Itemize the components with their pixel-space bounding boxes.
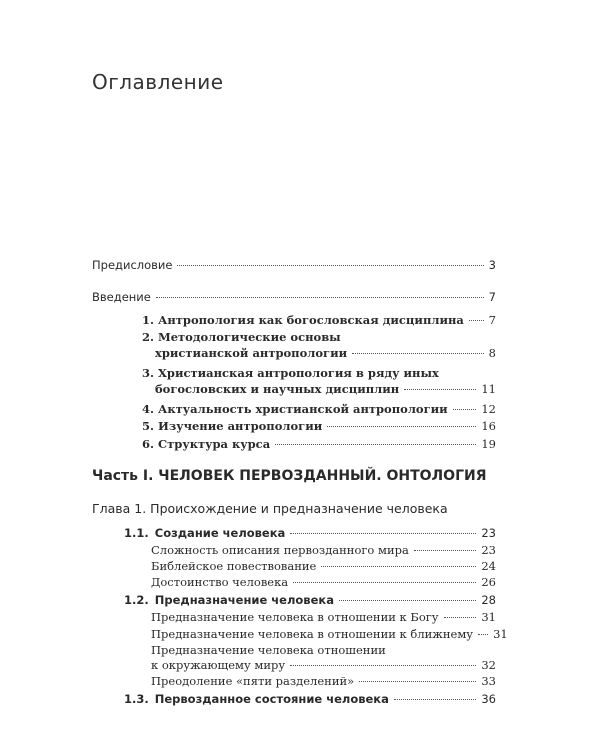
toc-label: христианской антропологии: [155, 346, 348, 360]
toc-section-1-3[interactable]: [124, 692, 496, 707]
toc-entry-intro-2-line1[interactable]: 2. Методологические основы: [142, 330, 341, 344]
toc-label: 4. Актуальность христианской антропологии: [142, 402, 448, 416]
dot-leader: [453, 409, 477, 410]
toc-page: 36: [481, 692, 496, 706]
toc-entry-intro[interactable]: [92, 290, 496, 305]
toc-page: 3: [488, 258, 496, 272]
toc-label: Предназначение человека в отношении к ближнему: [151, 627, 474, 641]
toc-page: 11: [481, 382, 496, 396]
toc-page: 19: [481, 437, 496, 451]
page-title: Оглавление: [92, 70, 224, 94]
toc-label: Введение: [92, 290, 151, 304]
chapter-heading[interactable]: Глава 1. Происхождение и предназначение человека: [92, 501, 448, 516]
toc-entry-intro-6[interactable]: [142, 437, 496, 452]
section-number: 1.1.: [124, 526, 149, 540]
toc-label: 1. Антропология как богословская дисциплина: [142, 313, 464, 327]
toc-page: 33: [481, 674, 496, 688]
toc-entry-intro-5[interactable]: [142, 419, 496, 434]
dot-leader: [469, 320, 484, 321]
toc-label: Создание человека: [154, 526, 286, 540]
toc-label: Предназначение человека: [154, 593, 334, 607]
dot-leader: [339, 600, 476, 601]
section-number: 1.2.: [124, 593, 149, 607]
dot-leader: [478, 634, 488, 635]
toc-label: Предисловие: [92, 258, 173, 272]
toc-subsection[interactable]: [151, 575, 496, 590]
toc-page: 7: [488, 313, 496, 327]
toc-page: 7: [488, 290, 496, 304]
toc-section-1-2[interactable]: [124, 593, 496, 608]
toc-entry-intro-2[interactable]: [155, 346, 496, 361]
toc-section-1-1[interactable]: [124, 526, 496, 541]
dot-leader: [414, 550, 477, 551]
toc-subsection[interactable]: [151, 627, 508, 642]
toc-label: Предназначение человека в отношении к Богу: [151, 610, 439, 624]
toc-entry-intro-3-line1[interactable]: 3. Христианская антропология в ряду иных: [142, 366, 439, 380]
dot-leader: [404, 389, 476, 390]
toc-page: 24: [481, 559, 496, 573]
dot-leader: [352, 353, 484, 354]
toc-page: 23: [481, 543, 496, 557]
dot-leader: [290, 665, 476, 666]
dot-leader: [177, 265, 483, 266]
dot-leader: [275, 444, 476, 445]
toc-page: 31: [481, 610, 496, 624]
toc-entry-intro-3[interactable]: [155, 382, 496, 397]
section-number: 1.3.: [124, 692, 149, 706]
toc-page: 26: [481, 575, 496, 589]
dot-leader: [327, 426, 476, 427]
toc-label: Сложность описания первозданного мира: [151, 543, 409, 557]
toc-label: Первозданное состояние человека: [154, 692, 389, 706]
dot-leader: [156, 297, 484, 298]
toc-entry-intro-4[interactable]: [142, 402, 496, 417]
toc-entry-intro-1[interactable]: [142, 313, 496, 328]
toc-entry-preface[interactable]: [92, 258, 496, 273]
toc-page: 8: [488, 346, 496, 360]
toc-subsection-line1[interactable]: Предназначение человека отношении: [151, 643, 386, 657]
part-heading[interactable]: Часть I. ЧЕЛОВЕК ПЕРВОЗДАННЫЙ. ОНТОЛОГИЯ: [92, 468, 487, 484]
toc-page: 28: [481, 593, 496, 607]
dot-leader: [394, 699, 476, 700]
dot-leader: [290, 533, 476, 534]
toc-label: Библейское повествование: [151, 559, 317, 573]
toc-page: 32: [481, 658, 496, 672]
toc-label: Преодоление «пяти разделений»: [151, 674, 355, 688]
dot-leader: [321, 566, 476, 567]
toc-page: 31: [493, 627, 508, 641]
toc-label: к окружающему миру: [151, 658, 286, 672]
toc-label: Достоинство человека: [151, 575, 289, 589]
toc-page: 12: [481, 402, 496, 416]
toc-subsection[interactable]: [151, 658, 496, 673]
toc-label: 5. Изучение антропологии: [142, 419, 323, 433]
toc-page: 23: [481, 526, 496, 540]
toc-subsection[interactable]: [151, 674, 496, 689]
dot-leader: [359, 681, 476, 682]
dot-leader: [293, 582, 476, 583]
toc-subsection[interactable]: [151, 559, 496, 574]
toc-label: 6. Структура курса: [142, 437, 271, 451]
dot-leader: [444, 617, 477, 618]
toc-subsection[interactable]: [151, 543, 496, 558]
toc-label: богословских и научных дисциплин: [155, 382, 400, 396]
toc-page: 16: [481, 419, 496, 433]
toc-subsection[interactable]: [151, 610, 496, 625]
